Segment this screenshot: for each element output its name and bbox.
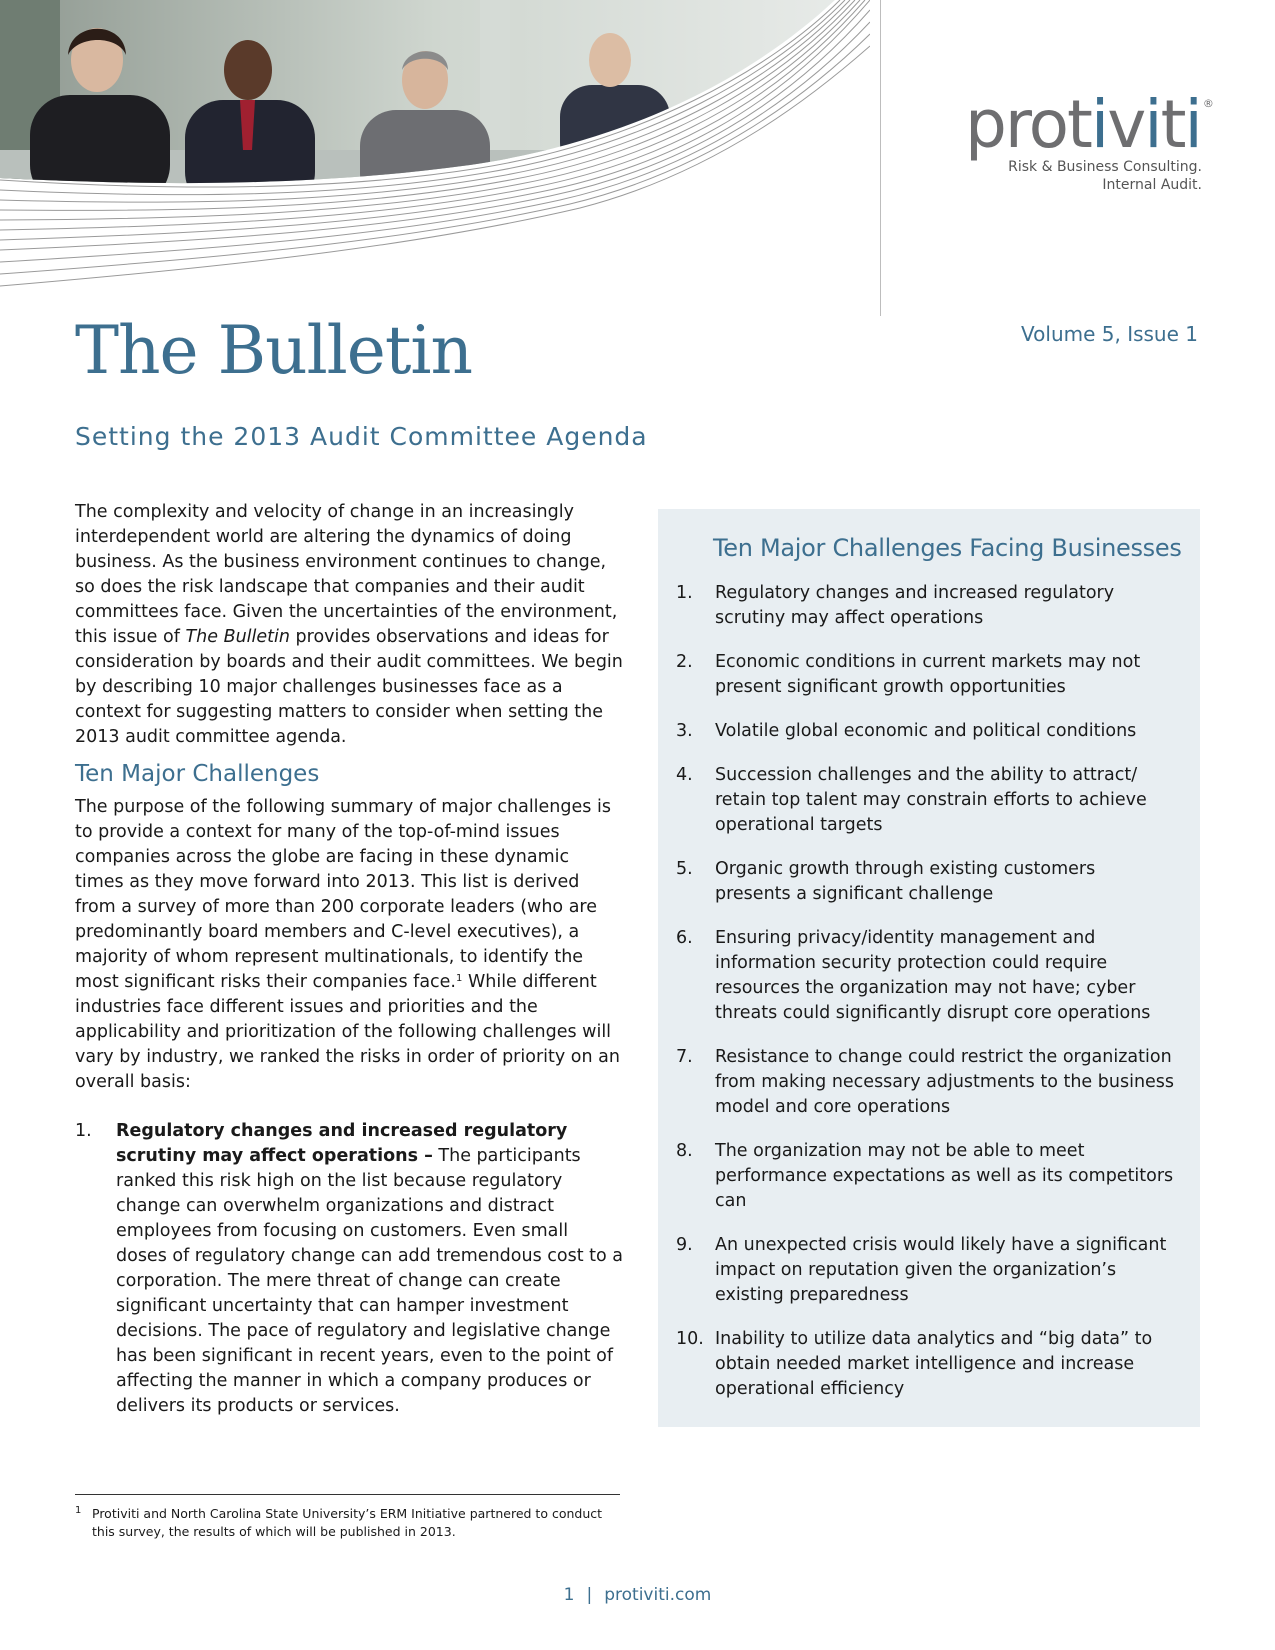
list-item: 5. Organic growth through existing customers presents a significant challenge	[676, 859, 1096, 904]
challenges-list	[676, 581, 1176, 1421]
footnote-ref[interactable]: 1	[456, 973, 463, 984]
website-link[interactable]: protiviti.com	[604, 1585, 712, 1605]
page-footer: 1 | protiviti.com	[563, 1585, 712, 1605]
list-item: 6. Ensuring privacy/identity management and information security protection could require resources the organization may not have; cyber threats could significantly disrupt core operations	[676, 928, 1151, 1023]
intro-paragraph: The complexity and velocity of change in an increasingly interdependent world are altering the dynamics of doing business. As the business environment continues to change, so does the risk landscape that companies and their audit committees face. Given the uncertainties of the environment, this issue of The Bulletin provides observations and ideas for consideration by boards and their audit committees. We begin by describing 10 major challenges businesses face as a context for suggesting matters to consider when setting the 2013 audit committee agenda.	[75, 502, 623, 747]
footnote: 1 Protiviti and North Carolina State University’s ERM Initiative partnered to conduct this survey, the results of which will be published in 2013.	[75, 1505, 603, 1539]
list-item: 10. Inability to utilize data analytics and “big data” to obtain needed market intelligence and increase operational efficiency	[676, 1329, 1153, 1399]
page-subtitle: Setting the 2013 Audit Committee Agenda	[75, 422, 648, 451]
protiviti-logo	[965, 86, 1225, 194]
item-heading: Regulatory changes and increased regulatory scrutiny may affect operations –	[116, 1121, 568, 1166]
volume-issue: Volume 5, Issue 1	[1021, 322, 1198, 346]
list-item: 1. Regulatory changes and increased regulatory scrutiny may affect operations	[676, 583, 1115, 628]
list-item: 1. Regulatory changes and increased regulatory scrutiny may affect operations – The participants ranked this risk high on the list because regulatory change can overwhelm organizations and distract employees from focusing on customers. Even small doses of regulatory change can add tremendous cost to a corporation. The mere threat of change can create significant uncertainty that can hamper investment decisions. The pace of regulatory and legislative change has been significant in recent years, even to the point of affecting the manner in which a company produces or delivers its products or services.	[75, 1121, 623, 1416]
sidebar-title: Ten Major Challenges Facing Businesses	[713, 534, 1182, 562]
page-title: The Bulletin	[75, 312, 472, 389]
logo-wordmark: protiviti ®	[965, 86, 1212, 163]
page-number: 1	[563, 1585, 575, 1605]
challenge-detail-list	[75, 1119, 623, 1419]
footnote-divider	[75, 1494, 620, 1495]
publication-name: The Bulletin	[185, 627, 290, 647]
section-heading: Ten Major Challenges	[75, 761, 320, 787]
list-item: 2. Economic conditions in current markets may not present significant growth opportunities	[676, 652, 1141, 697]
list-item: 3. Volatile global economic and political conditions	[676, 721, 1137, 741]
logo-tagline: Risk & Business Consulting. Internal Audit.	[1008, 159, 1202, 193]
list-item: 7. Resistance to change could restrict the organization from making necessary adjustments to the business model and core operations	[676, 1047, 1175, 1117]
list-item: 8. The organization may not be able to meet performance expectations as well as its competitors can	[676, 1141, 1174, 1211]
list-item: 9. An unexpected crisis would likely have a significant impact on reputation given the organization’s existing preparedness	[676, 1235, 1167, 1305]
challenges-sidebar	[658, 509, 1200, 1427]
header-divider	[880, 0, 881, 316]
list-item: 4. Succession challenges and the ability to attract/ retain top talent may constrain efforts to achieve operational targets	[676, 765, 1147, 835]
section-paragraph: The purpose of the following summary of major challenges is to provide a context for many of the top-of-mind issues companies across the globe are facing in these dynamic times as they move forward into 2013. This list is derived from a survey of more than 200 corporate leaders (who are predominantly board members and C-level executives), a majority of whom represent multinationals, to identify the most significant risks their companies face.$^1$ While different industries face different issues and priorities and the applicability and prioritization of the following challenges will vary by industry, we ranked the risks in order of priority on an overall basis:	[75, 797, 620, 1092]
main-column	[75, 500, 623, 1419]
header-photo	[0, 0, 870, 300]
